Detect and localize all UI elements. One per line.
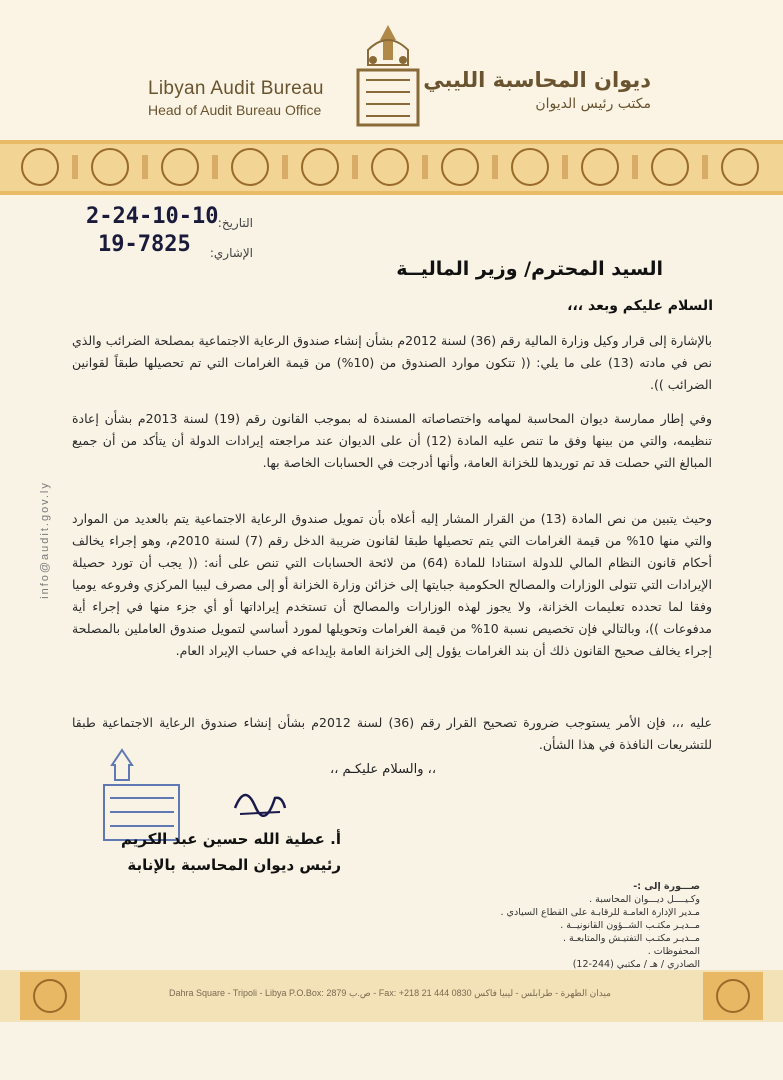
copy-item: مــديـر مكتـب الشــؤون القانونيــة . xyxy=(560,920,700,931)
signer-name: أ. عطية الله حسين عبد الكريم xyxy=(121,830,341,848)
greeting: السلام عليكم وبعد ،،، xyxy=(567,298,713,314)
bureau-name-en: Libyan Audit Bureau xyxy=(148,78,324,99)
copies-title: صـــورة إلى :- xyxy=(633,881,700,892)
copy-item: مـدير الإدارة العامـة للرقابـة على القطاع السيادي . xyxy=(500,907,700,918)
paragraph-1: بالإشارة إلى قرار وكيل وزارة المالية رقم (36) لسنة 2012م بشأن إنشاء صندوق الرعاية الاجتماعية بمصلحة الضرائب والذي نص في مادته (13) على ما يلي: (( تتكون موارد الصندوق من (10%) من قيمة الغرامات التي تم تحصيلها طبقاً لقوانين الضرائب )). xyxy=(72,333,712,392)
copies-list xyxy=(440,880,700,971)
footer-ornament-left xyxy=(20,972,80,1020)
letterhead xyxy=(0,0,783,200)
handwritten-signature xyxy=(230,778,290,822)
ornamental-band xyxy=(0,140,783,195)
ref-value: 19-7825 xyxy=(98,232,191,257)
signoff: ،، والسلام عليكـم ،، xyxy=(330,762,437,777)
footer-ornament-right xyxy=(703,972,763,1020)
copy-item: مــديـر مكتـب التفتيـش والمتابعـة . xyxy=(562,933,700,944)
paragraph-2: وفي إطار ممارسة ديوان المحاسبة لمهامه واختصاصاته المسندة له بموجب القانون رقم (19) لسنة 2013م بشأن إعادة تنظيمه، والتي من بينها وفق ما تنص عليه المادة (12) أن على الديوان عند مراجعته إيرادات الدولة أن يتأكد من أن جميع المبالغ التي حصلت قد تم توريدها للخزانة العامة، وأنها أدرجت في الحسابات الخاصة بها. xyxy=(72,411,712,470)
date-label: التاريخ: xyxy=(217,216,253,230)
signer-title: رئيس ديوان المحاسبة بالإنابة xyxy=(127,856,341,874)
paragraph-3: وحيث يتبين من نص المادة (13) من القرار المشار إليه أعلاه بأن تمويل صندوق الرعاية الاجتماعية يتم بالعديد من الموارد والتي منها 10% من قيمة الغرامات التي يتم تحصيلها طبقا لقانون ضريبة الدخل رقم (7) لسنة 2010م، وهو إجراء يخالف أحكام قانون النظام المالي للدولة استنادا للمادة (64) من لائحة الحسابات التي تنص على أنه: (( يجب أن تورد حصيلة الإيرادات التي تتولى الوزارات والمصالح الحكومية جبايتها إلى خزائن وزارة الخزانة أو إلى مصرف ليبيا المركزي وفروعه يوميا وفقا لما تحدده تعليمات الخزانة، ولا يجوز لهذه الوزارات والمصالح أن تستخدم إيراداتها أو أي جزء منها في إجراء أية مدفوعات ))، وبالتالي فإن تخصيص نسبة 10% من قيمة الغرامات وتحويلها لمورد أساسي لتمويل صندوق العاملين بالمصلحة إجراء يخالف صحيح القانون ذلك أن بند الغرامات يؤول إلى الخزانة العامة بإيداعه في حساب الإيراد العام. xyxy=(72,511,712,658)
bureau-logo-icon xyxy=(338,20,438,130)
side-email-label: info@audit.gov.ly xyxy=(39,481,51,599)
recipient-heading: السيد المحترم/ وزير الماليــة xyxy=(396,258,663,280)
office-name-en: Head of Audit Bureau Office xyxy=(148,102,322,118)
copy-item: المحفوظات . xyxy=(647,946,700,957)
paragraph-4: عليه ،،، فإن الأمر يستوجب ضرورة تصحيح القرار رقم (36) لسنة 2012م بشأن إنشاء صندوق الرعاية الاجتماعية طبقا للتشريعات النافذة في هذا الشأن. xyxy=(72,715,712,752)
copy-item-extra: الصادري / هـ / مكتبي (244-12) xyxy=(572,959,700,970)
side-email-text xyxy=(28,430,68,650)
copy-item: وكـيــــل ديـــوان المحاسبة . xyxy=(589,894,700,905)
ref-label: الإشاري: xyxy=(209,246,253,260)
date-value: 2-24-10-10 xyxy=(86,204,219,229)
bureau-name-ar: ديوان المحاسبة الليبي xyxy=(423,68,651,92)
footer-address: Dahra Square - Tripoli - Libya P.O.Box: 2879 ص.ب - Fax: +218 21 444 0830 ميدان الظهرة - طرابلس - ليبيا فاكس xyxy=(169,988,611,998)
office-name-ar: مكتب رئيس الديوان xyxy=(535,96,651,112)
